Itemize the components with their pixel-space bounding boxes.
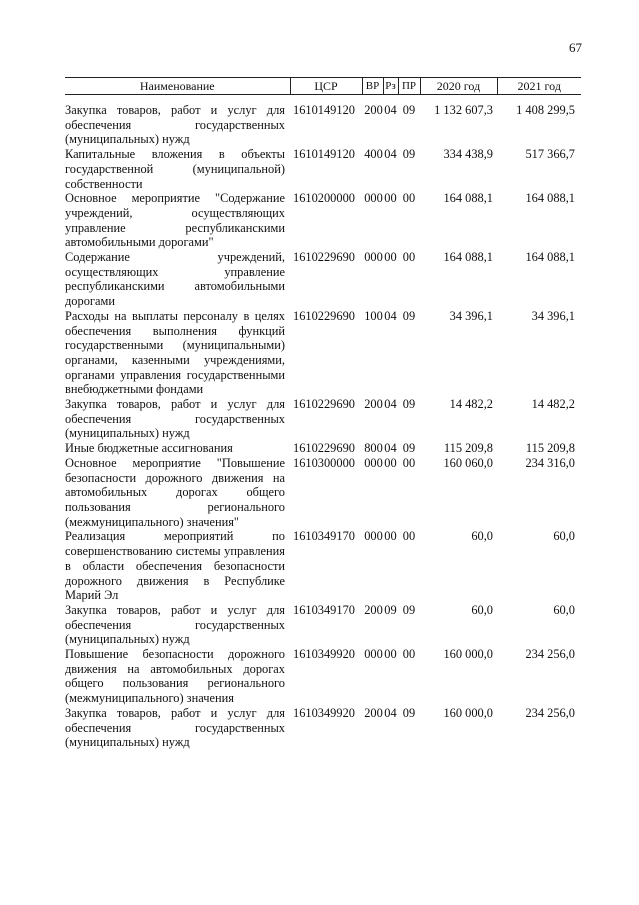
row-csr: 1610300000 [293,455,355,470]
table-row [65,250,581,309]
row-amount-2020: 34 396,1 [449,308,493,323]
row-amount-2021: 14 482,2 [531,397,575,412]
row-pr: 09 [402,308,416,323]
row-name: Закупка товаров, работ и услуг для обеспечения государственных (муниципальных) нужд [65,705,285,750]
table-row [65,441,581,456]
row-amount-2021: 234 256,0 [525,705,575,720]
row-csr: 1610349920 [293,705,355,720]
row-csr: 1610349170 [293,529,355,544]
row-amount-2020: 1 132 607,3 [434,103,493,117]
header-pr: ПР [398,78,420,95]
header-rz: Рз [383,78,398,95]
row-amount-2020: 164 088,1 [443,191,493,206]
row-vr: 000 [364,455,383,470]
row-name: Закупка товаров, работ и услуг для обеспечения государственных (муниципальных) нужд [65,397,285,441]
row-rz: 00 [384,191,397,206]
row-rz: 09 [384,602,397,617]
row-csr: 1610200000 [293,191,355,206]
table-row [65,309,581,397]
row-rz: 04 [384,441,397,456]
row-amount-2020: 14 482,2 [449,397,493,412]
row-amount-2020: 164 088,1 [443,250,493,265]
row-amount-2021: 164 088,1 [525,191,575,206]
row-csr: 1610229690 [293,397,355,412]
row-pr: 09 [402,147,416,162]
row-vr: 200 [364,602,383,617]
table-row [65,397,581,441]
row-rz: 00 [384,455,397,470]
row-pr: 00 [402,647,416,662]
row-amount-2020: 60,0 [471,529,493,544]
header-csr: ЦСР [290,78,362,95]
row-name: Реализация мероприятий по совершенствованию системы управления в области обеспечения безопасности дорожного движения в Республике Марий Эл [65,529,285,603]
table-row [65,529,581,603]
row-pr: 00 [402,529,416,544]
table-row [65,647,581,706]
row-pr: 00 [402,191,416,206]
header-vr: ВР [362,78,383,95]
row-rz: 04 [384,705,397,720]
row-rz: 00 [384,647,397,662]
row-amount-2021: 517 366,7 [525,147,575,162]
row-amount-2020: 334 438,9 [443,147,493,162]
row-name: Содержание учреждений, осуществляющих управление республиканскими автомобильными дорогами [65,250,285,309]
row-name: Капитальные вложения в объекты государственной (муниципальной) собственности [65,147,285,191]
table-row [65,456,581,530]
row-pr: 09 [402,602,416,617]
row-name: Иные бюджетные ассигнования [65,441,233,456]
row-pr: 09 [402,103,416,117]
row-amount-2021: 60,0 [553,602,575,617]
table-header-row [65,78,581,95]
row-name: Основное мероприятие "Содержание учреждений, осуществляющих управление республиканскими автомобильными дорогами" [65,191,285,250]
row-vr: 000 [364,529,383,544]
header-2021: 2021 год [497,78,581,95]
table-row [65,95,581,148]
row-csr: 1610349920 [293,647,355,662]
row-amount-2020: 60,0 [471,602,493,617]
row-name: Основное мероприятие "Повышение безопасности дорожного движения на автомобильных дорогах общего пользования регионального (межмуниципального) значения" [65,455,285,529]
row-amount-2021: 234 316,0 [525,455,575,470]
row-amount-2021: 34 396,1 [531,308,575,323]
row-csr: 1610349170 [293,602,355,617]
row-rz: 04 [384,308,397,323]
row-amount-2020: 115 209,8 [443,441,493,456]
row-amount-2021: 60,0 [553,529,575,544]
row-csr: 1610229690 [293,250,355,265]
row-amount-2021: 234 256,0 [525,647,575,662]
row-vr: 000 [364,647,383,662]
row-vr: 000 [364,191,383,206]
row-csr: 1610149120 [293,103,355,117]
row-pr: 09 [402,705,416,720]
table-row [65,706,581,750]
page-number: 67 [569,40,582,55]
row-amount-2021: 115 209,8 [525,441,575,456]
row-name: Закупка товаров, работ и услуг для обеспечения государственных (муниципальных) нужд [65,103,285,147]
row-pr: 00 [402,250,416,265]
row-name: Закупка товаров, работ и услуг для обеспечения государственных (муниципальных) нужд [65,602,285,647]
row-amount-2020: 160 000,0 [443,705,493,720]
row-amount-2020: 160 060,0 [443,455,493,470]
row-name: Повышение безопасности дорожного движения на автомобильных дорогах общего пользования регионального (межмуниципального) значения [65,647,285,706]
row-name: Расходы на выплаты персоналу в целях обеспечения выполнения функций государственными (муниципальными) органами, казенными учреждениями, органами управления государственными внебюджетными фондами [65,308,285,397]
row-vr: 200 [364,705,383,720]
row-pr: 09 [402,397,416,412]
row-vr: 800 [364,441,383,456]
header-name: Наименование [65,78,290,95]
row-amount-2021: 164 088,1 [525,250,575,265]
row-amount-2020: 160 000,0 [443,647,493,662]
row-rz: 00 [384,250,397,265]
row-rz: 04 [384,147,397,162]
row-rz: 04 [384,397,397,412]
row-csr: 1610229690 [293,441,355,456]
row-vr: 000 [364,250,383,265]
budget-table [65,77,581,750]
row-vr: 400 [364,147,383,162]
row-pr: 00 [402,455,416,470]
row-rz: 00 [384,529,397,544]
row-vr: 200 [364,397,383,412]
table-row [65,147,581,191]
row-csr: 1610149120 [293,147,355,162]
row-csr: 1610229690 [293,308,355,323]
table-row [65,191,581,250]
table-row [65,603,581,647]
row-vr: 100 [364,308,383,323]
row-vr: 200 [364,103,383,117]
header-2020: 2020 год [420,78,497,95]
row-amount-2021: 1 408 299,5 [516,103,575,117]
row-pr: 09 [402,441,416,456]
row-rz: 04 [384,103,397,117]
